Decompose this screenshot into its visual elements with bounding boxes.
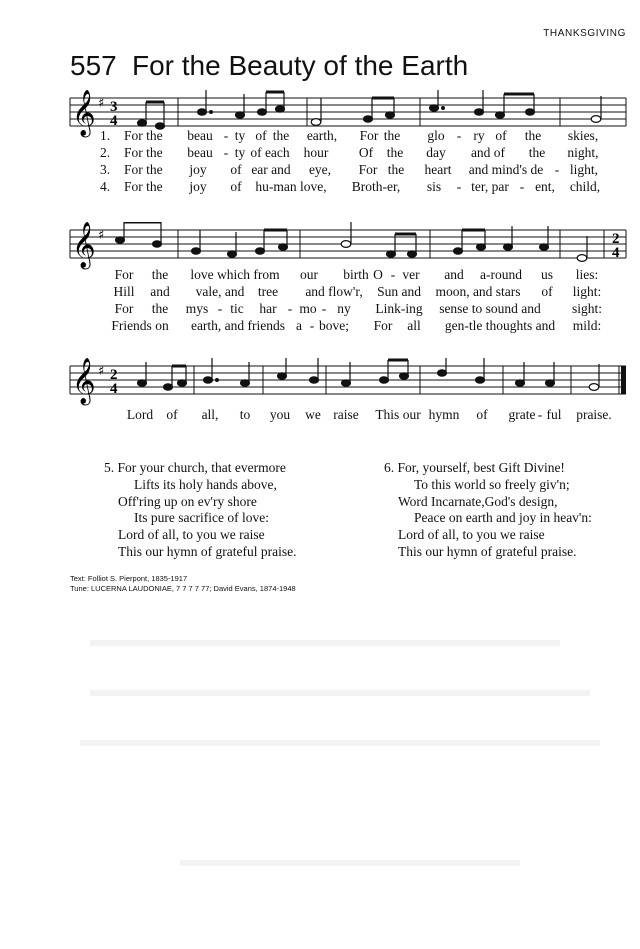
lyric-syllable: - — [223, 128, 229, 143]
stanza-line: 5. For your church, that evermore — [104, 460, 286, 475]
lyric-syllable: a-round — [480, 267, 522, 282]
lyric-syllable: we — [305, 407, 321, 422]
time-signature-top: 3 — [110, 99, 118, 115]
lyric-syllable: and — [150, 284, 170, 299]
lyric-syllable: grate — [508, 407, 536, 422]
lyric-syllable: - — [321, 301, 327, 316]
lyric-syllable: us — [540, 267, 554, 282]
hymn-title: For the Beauty of the Earth — [132, 50, 469, 81]
lyric-syllable: For the — [124, 162, 163, 177]
lyric-syllable: of — [255, 128, 267, 143]
lyric-syllable: - — [287, 301, 293, 316]
stanza-line: Lord of all, to you we raise — [398, 527, 545, 543]
lyric-syllable: vale, and — [195, 284, 245, 299]
lyric-syllable: praise. — [576, 407, 612, 422]
lyric-syllable: ty — [234, 128, 246, 143]
text-credit: Text: Folliot S. Pierpont, 1835-1917 — [70, 574, 188, 583]
credits — [70, 574, 296, 594]
lyric-syllable: ear and — [251, 162, 291, 177]
time-change-bottom: 4 — [612, 245, 620, 261]
lyric-syllable: ny — [337, 301, 351, 316]
stanza-line: Word Incarnate,God's design, — [398, 493, 558, 509]
lyric-syllable: Lord — [126, 407, 154, 422]
verse-number: 3. — [100, 162, 111, 177]
lyric-syllable: Friends on — [111, 318, 169, 333]
lyric-syllable: - — [217, 301, 223, 316]
lyric-syllable: the — [524, 128, 542, 143]
lyric-syllable: ty — [234, 145, 246, 160]
lyric-syllable: of — [230, 179, 242, 194]
verse-number: 2. — [100, 145, 111, 160]
lyric-syllable: Sun and — [377, 284, 421, 299]
lyric-syllable: For the — [124, 179, 163, 194]
time-signature-bottom: 4 — [110, 381, 118, 397]
lyric-syllable: Broth-er, — [351, 179, 401, 194]
lyric-syllable: For the — [124, 145, 163, 160]
stanza-line: Peace on earth and joy in heav'n: — [414, 510, 592, 526]
lyric-syllable: earth, — [306, 128, 338, 143]
stanza-5 — [104, 460, 296, 561]
lyric-syllable: - — [554, 162, 560, 177]
lyric-syllable: - — [519, 179, 525, 194]
lyric-syllable: For — [373, 318, 393, 333]
lyric-syllable: - — [223, 145, 229, 160]
lyric-syllable: day — [426, 145, 446, 160]
lyric-syllable: eye, — [308, 162, 332, 177]
stanza-line: Lifts its holy hands above, — [134, 476, 277, 492]
music-system-2 — [0, 222, 640, 360]
lyric-syllable: O — [373, 267, 383, 282]
stanza-line: 6. For, yourself, best Gift Divine! — [384, 460, 565, 475]
stanza-line: Off'ring up on ev'ry shore — [118, 493, 257, 509]
lyric-syllable: of each — [250, 145, 290, 160]
lyric-syllable: and flow'r, — [305, 284, 363, 299]
lyric-syllable: For — [114, 301, 134, 316]
lyric-syllable: child, — [569, 179, 601, 194]
key-signature-sharp: ♯ — [98, 228, 105, 243]
lyric-syllable: the — [151, 267, 169, 282]
treble-clef: 𝄞 — [72, 90, 96, 136]
lyric-syllable: of — [230, 162, 242, 177]
lyric-syllable: mild: — [572, 318, 602, 333]
lyric-syllable: you — [269, 407, 291, 422]
time-change-top: 2 — [612, 231, 620, 247]
lyric-syllable: tic — [230, 301, 244, 316]
stanza-line: This our hymn of grateful praise. — [118, 543, 297, 559]
lyric-syllable: Link-ing — [375, 301, 423, 316]
lyric-syllable: glo — [427, 128, 445, 143]
lyric-syllable: This our — [375, 407, 421, 422]
hymn-number: 557 — [70, 50, 117, 81]
lyric-syllable: mys — [185, 301, 209, 316]
lyric-syllable: our — [300, 267, 318, 282]
lyric-syllable: mo — [299, 301, 317, 316]
lyric-syllable: har — [259, 301, 277, 316]
lyric-syllable: ent, — [535, 179, 555, 194]
lyric-syllable: - — [456, 179, 462, 194]
lyric-syllable: hymn — [428, 407, 460, 422]
stanza-line: This our hymn of grateful praise. — [398, 543, 577, 559]
lyric-syllable: of — [541, 284, 553, 299]
stanza-line: To this world so freely giv'n; — [414, 476, 570, 492]
bleed-through — [90, 640, 560, 646]
time-signature-bottom: 4 — [110, 113, 118, 129]
lyric-syllable: the — [386, 145, 404, 160]
bleed-through — [80, 740, 600, 746]
lyric-syllable: joy — [189, 179, 207, 194]
lyric-syllable: light: — [572, 284, 602, 299]
lyric-syllable: hu-man love, — [255, 179, 327, 194]
tune-credit: Tune: LUCERNA LAUDONIAE, 7 7 7 7 77; David Evans, 1874-1948 — [70, 584, 296, 593]
lyric-syllable: of — [166, 407, 178, 422]
key-signature-sharp: ♯ — [98, 96, 105, 111]
lyric-syllable: moon, and stars — [435, 284, 521, 299]
lyric-syllable: the — [151, 301, 169, 316]
lyric-syllable: - — [537, 407, 543, 422]
lyric-syllable: Of — [358, 145, 374, 160]
lyric-syllable: hour — [303, 145, 329, 160]
lyric-syllable: the — [528, 145, 546, 160]
lyric-syllable: the — [387, 162, 405, 177]
lyric-syllable: beau — [187, 145, 213, 160]
stanza-line: Its pure sacrifice of love: — [134, 510, 269, 526]
lyric-syllable: For — [358, 162, 378, 177]
stanza-6 — [384, 460, 592, 561]
lyric-syllable: beau — [187, 128, 213, 143]
lyric-syllable: and — [444, 267, 464, 282]
lyric-syllable: birth — [343, 267, 369, 282]
lyric-syllable: and of — [470, 145, 506, 160]
lyric-syllable: earth, and friends — [190, 318, 286, 333]
lyric-syllable: For — [114, 267, 134, 282]
lyric-syllable: to — [239, 407, 251, 422]
treble-clef: 𝄞 — [72, 222, 96, 268]
music-system-1 — [0, 90, 640, 200]
lyric-syllable: sight: — [571, 301, 603, 316]
lyric-syllable: the — [272, 128, 290, 143]
bleed-through — [180, 860, 520, 866]
verse-number: 4. — [100, 179, 111, 194]
lyric-syllable: gen-tle thoughts and — [444, 318, 556, 333]
lyric-syllable: ry — [473, 128, 485, 143]
lyric-syllable: all — [407, 318, 421, 333]
lyric-syllable: ful — [546, 407, 562, 422]
stanza-line: Lord of all, to you we raise — [118, 527, 265, 543]
lyric-syllable: light, — [569, 162, 599, 177]
lyric-syllable: and mind's de — [468, 162, 544, 177]
lyric-syllable: raise — [333, 407, 359, 422]
music-system-3 — [0, 358, 640, 430]
lyric-syllable: heart — [424, 162, 452, 177]
lyric-syllable: sis — [426, 179, 442, 194]
section-label: THANKSGIVING — [543, 28, 626, 39]
lyric-syllable: the — [383, 128, 401, 143]
lyric-syllable: For — [359, 128, 379, 143]
bleed-through — [90, 690, 590, 696]
lyric-syllable: lies: — [575, 267, 599, 282]
lyric-syllable: - — [309, 318, 315, 333]
lyric-syllable: For the — [124, 128, 163, 143]
key-signature-sharp: ♯ — [98, 364, 105, 379]
lyric-syllable: night, — [567, 145, 599, 160]
lyric-syllable: ver — [402, 267, 420, 282]
lyric-syllable: - — [456, 128, 462, 143]
lyric-syllable: joy — [189, 162, 207, 177]
lyric-syllable: of — [476, 407, 488, 422]
lyric-syllable: skies, — [567, 128, 599, 143]
lyric-syllable: sense to sound and — [439, 301, 541, 316]
lyric-syllable: bove; — [319, 318, 349, 333]
lyric-syllable: ter, par — [471, 179, 509, 194]
lyric-syllable: tree — [257, 284, 279, 299]
lyric-syllable: a — [296, 318, 302, 333]
lyric-syllable: all, — [201, 407, 219, 422]
lyric-syllable: love which from — [190, 267, 280, 282]
lyric-syllable: Hill — [113, 284, 135, 299]
treble-clef: 𝄞 — [72, 358, 96, 404]
lyric-syllable: - — [390, 267, 396, 282]
lyric-syllable: of — [495, 128, 507, 143]
verse-number: 1. — [100, 128, 111, 143]
time-signature-top: 2 — [110, 367, 118, 383]
